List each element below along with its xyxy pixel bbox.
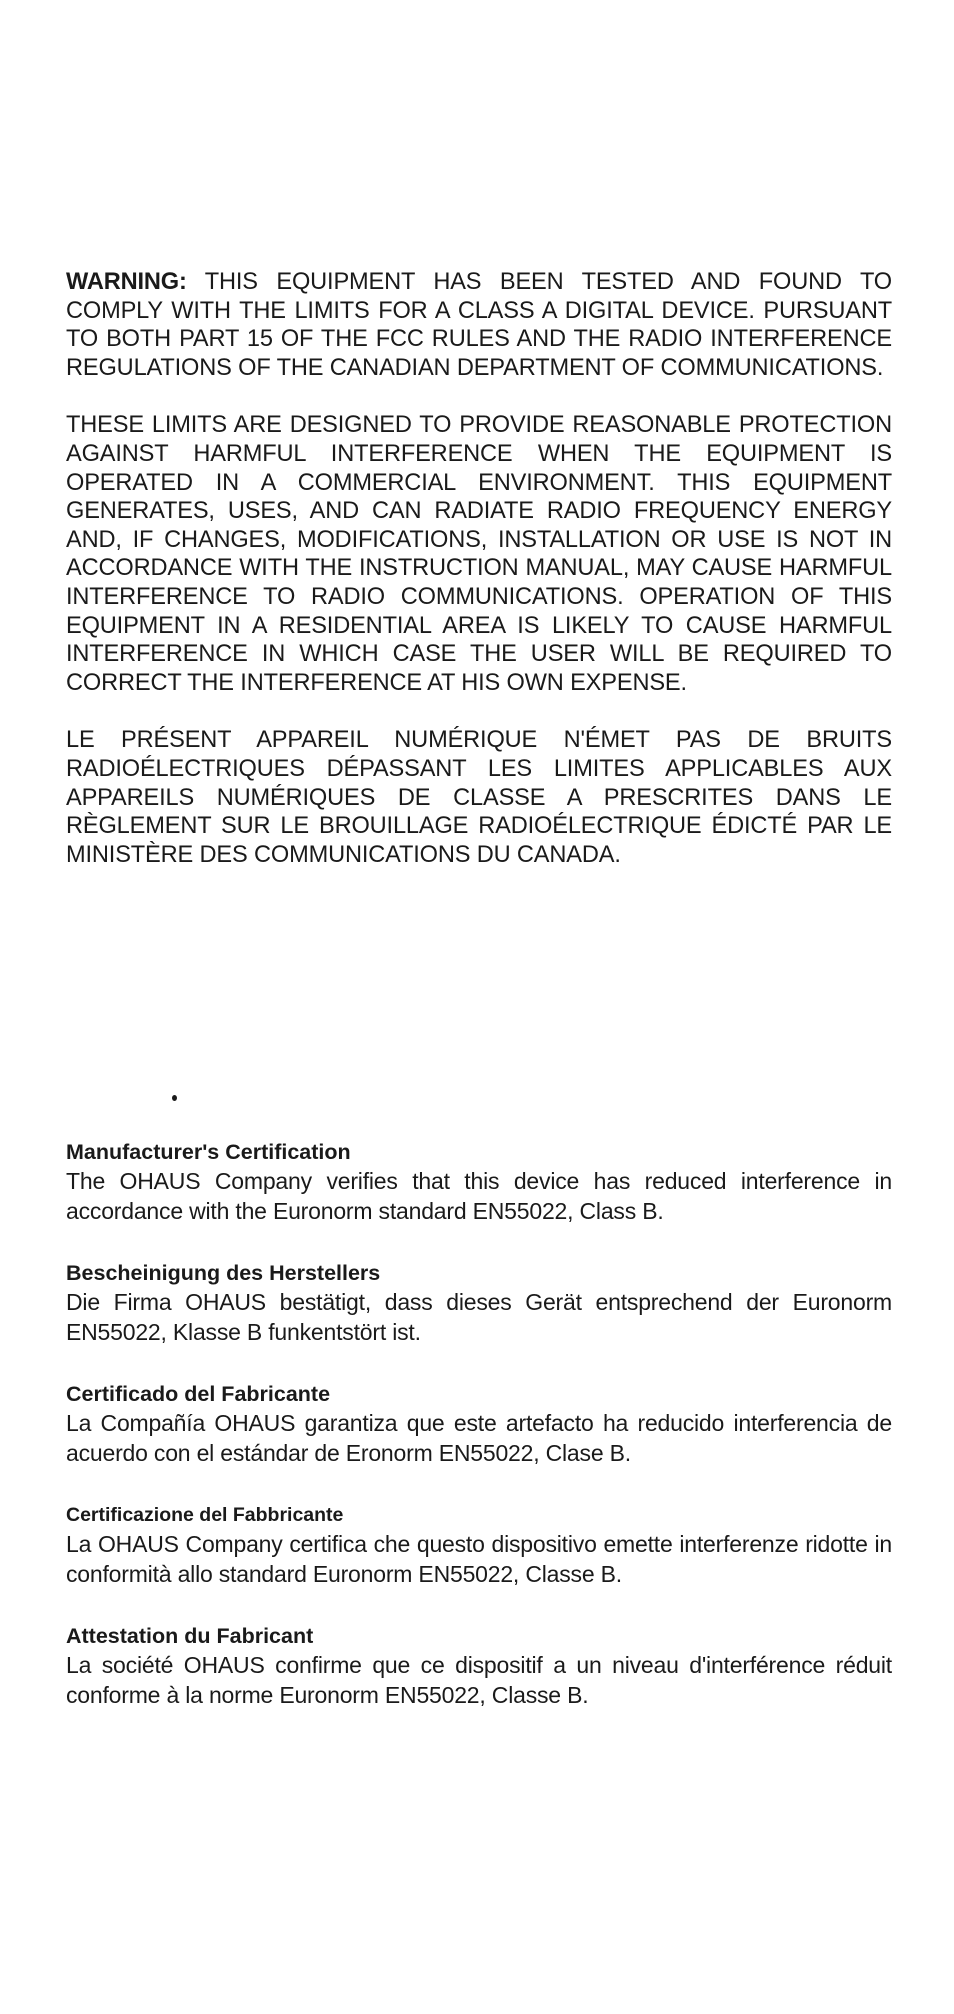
canadian-french-paragraph: LE PRÉSENT APPAREIL NUMÉRIQUE N'ÉMET PAS DE BRUITS RADIOÉLECTRIQUES DÉPASSANT LES LIMITES APPLICABLES AUX APPAREILS NUMÉRIQUES DE CLASSE A PRESCRITES DANS LE RÈGLEMENT SUR LE BROUILLAGE RADIOÉLECTRIQUE ÉDICTÉ PAR LE MINISTÈRE DES COMMUNICATIONS DU CANADA. [66,727,892,868]
stray-dot-mark [172,1095,177,1101]
cert-title: Attestation du Fabricant [66,1624,314,1648]
certifications-section [66,1137,892,1710]
cert-title: Certificado del Fabricante [66,1382,331,1406]
cert-body: Die Firma OHAUS bestätigt, dass dieses Gerät entsprechend der Euronorm EN55022, Klasse B funkentstört ist. [66,1289,892,1345]
cert-manufacturer-es [66,1379,892,1468]
fcc-warning-paragraph [66,268,892,382]
cert-body: The OHAUS Company verifies that this device has reduced interference in accordance with the Euronorm standard EN55022, Class B. [66,1168,892,1224]
cert-manufacturer-it [66,1500,892,1589]
cert-body: La Compañía OHAUS garantiza que este artefacto ha reducido interferencia de acuerdo con el estándar de Eronorm EN55022, Clase B. [66,1410,892,1466]
cert-title: Certificazione del Fabbricante [66,1504,344,1526]
cert-title: Manufacturer's Certification [66,1140,351,1164]
cert-body: La société OHAUS confirme que ce dispositif a un niveau d'interférence réduit conforme à la norme Euronorm EN55022, Classe B. [66,1652,892,1708]
cert-manufacturer-fr [66,1621,892,1710]
warning-text: THIS EQUIPMENT HAS BEEN TESTED AND FOUND TO COMPLY WITH THE LIMITS FOR A CLASS A DIGITAL DEVICE. PURSUANT TO BOTH PART 15 OF THE FCC RULES AND THE RADIO INTERFERENCE REGULATIONS OF THE CANADIAN DEPARTMENT OF COMMUNICATIONS. [66,269,892,381]
cert-title: Bescheinigung des Herstellers [66,1261,381,1285]
cert-manufacturer-de [66,1258,892,1347]
fcc-limits-paragraph: THESE LIMITS ARE DESIGNED TO PROVIDE REASONABLE PROTECTION AGAINST HARMFUL INTERFERENCE WHEN THE EQUIPMENT IS OPERATED IN A COMMERCIAL ENVIRONMENT. THIS EQUIPMENT GENERATES, USES, AND CAN RADIATE RADIO FREQUENCY ENERGY AND, IF CHANGES, MODIFICATIONS, INSTALLATION OR USE IS NOT IN ACCORDANCE WITH THE INSTRUCTION MANUAL, MAY CAUSE HARMFUL INTERFERENCE TO RADIO COMMUNICATIONS. OPERATION OF THIS EQUIPMENT IN A RESIDENTIAL AREA IS LIKELY TO CAUSE HARMFUL INTERFERENCE IN WHICH CASE THE USER WILL BE REQUIRED TO CORRECT THE INTERFERENCE AT HIS OWN EXPENSE. [66,412,892,696]
warning-label: WARNING: [66,269,187,295]
cert-body: La OHAUS Company certifica che questo dispositivo emette interferenze ridotte in conformità allo standard Euronorm EN55022, Classe B. [66,1531,892,1587]
cert-manufacturer-en [66,1137,892,1226]
fcc-notice-section [66,268,892,869]
